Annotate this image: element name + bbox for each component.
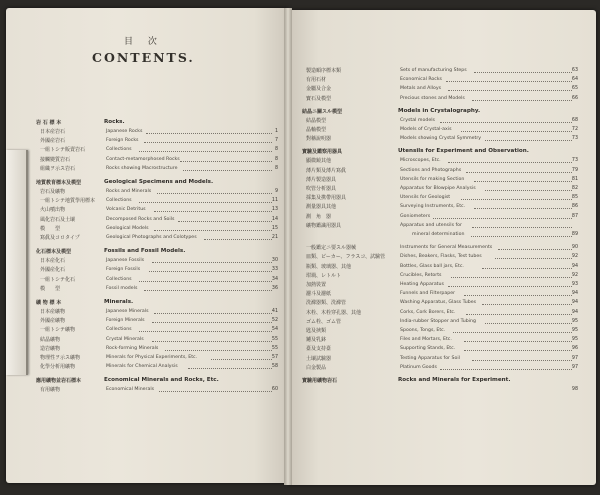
toc-entry-en: Models of Crystal-axis — [400, 127, 452, 132]
page-number: 94 — [571, 300, 578, 306]
leader-dots — [495, 258, 572, 259]
page-number: 72 — [571, 127, 578, 132]
toc-entry-en: Corks, Cork Borers, Etc. — [400, 309, 456, 315]
leader-dots — [451, 277, 572, 278]
leader-dots — [440, 122, 572, 123]
leader-dots — [498, 249, 572, 250]
toc-entry-en: Files and Mortars, Etc. — [400, 337, 452, 343]
section-title-en: Geological Specimens and Models. — [104, 179, 214, 185]
toc-entry-jp: 風化岩石及土壌 — [40, 216, 76, 223]
page-number: 73 — [571, 158, 578, 164]
toc-entry-en: Rock-forming Minerals — [106, 345, 159, 351]
section-title-jp: 實驗用礦物岩石 — [302, 378, 338, 384]
page-number: 94 — [571, 291, 578, 297]
left-toc-entries — [6, 8, 288, 483]
section-title-en: Models in Crystalography. — [398, 107, 481, 114]
toc-entry-jp: 模 型 — [40, 225, 61, 232]
page-number: 8 — [274, 165, 278, 171]
leader-dots — [154, 230, 272, 231]
leader-dots — [144, 290, 272, 291]
toc-entry-jp: 測 角 器 — [306, 213, 332, 220]
section-title-jp: 礦 物 標 本 — [36, 300, 62, 306]
leader-dots — [466, 172, 572, 173]
leader-dots — [482, 268, 572, 269]
contents-title-en: CONTENTS. — [92, 50, 195, 65]
toc-entry-jp: ゴム栓、ゴム管 — [306, 318, 342, 325]
toc-entry-en: India-rubber Stopper and Tubing — [400, 318, 476, 324]
leader-dots — [183, 170, 272, 171]
toc-entry-en: Foreign Rocks — [106, 138, 139, 144]
toc-entry-en: Fossil models — [106, 285, 138, 291]
toc-entry-en: Apparatus for Blowpipe Analysis — [400, 186, 476, 191]
toc-entry-en: Instruments for General Measurements — [400, 245, 493, 251]
toc-entry-jp: 採集及携帶用器具 — [306, 195, 347, 202]
page-number: 15 — [271, 225, 278, 231]
leader-dots — [472, 227, 572, 228]
page-number: 52 — [271, 318, 278, 324]
toc-entry-en: Crystal Minerals — [106, 336, 144, 342]
toc-entry-en: Precious stones and Models — [400, 95, 465, 101]
leader-dots — [472, 100, 572, 101]
toc-entry-jp: 製造順序標本類 — [306, 68, 342, 74]
page-number: 86 — [571, 204, 578, 210]
toc-entry-en: Japanese Minerals — [106, 309, 149, 314]
toc-entry-en: Spoons, Tongs, Etc. — [400, 328, 446, 333]
page-number: 60 — [271, 387, 278, 393]
page-number: 82 — [571, 186, 578, 191]
toc-entry-en: Utensils for making Section — [400, 176, 465, 182]
toc-entry-jp: 寶石及模型 — [306, 95, 332, 102]
page-number: 97 — [571, 364, 578, 370]
toc-entry-jp: 接觸變質岩石 — [40, 156, 71, 163]
page-number: 64 — [571, 77, 578, 83]
toc-entry-en: Supporting Stands, Etc. — [400, 346, 456, 352]
leader-dots — [448, 162, 572, 163]
toc-entry-jp: 結晶模型 — [306, 117, 327, 124]
page-number: 7 — [274, 138, 278, 144]
page-number: 73 — [571, 136, 578, 142]
toc-entry-jp: 木栓、木栓穿孔器、其他 — [306, 309, 362, 316]
page-number: 8 — [274, 147, 278, 153]
toc-entry-en: Foreign Minerals — [106, 318, 145, 324]
leader-dots — [485, 140, 572, 141]
toc-entry-jp: 薄片類及薄片寫眞 — [306, 167, 347, 174]
leader-dots — [446, 81, 572, 82]
toc-entry-en: Crystal models — [400, 117, 435, 123]
toc-entry-jp: 匙及挾類 — [306, 328, 327, 334]
toc-entry-en: Japanese Rocks — [106, 129, 143, 134]
toc-entry-jp: 寫眞及コロタイプ — [40, 235, 80, 241]
leader-dots — [159, 391, 272, 392]
section-title-jp: 地質教育標本及模型 — [36, 180, 82, 186]
toc-entry-jp: 薄片製造器具 — [306, 176, 337, 183]
page-number: 96 — [571, 346, 578, 352]
toc-entry-jp: 造岩礦物 — [40, 345, 61, 352]
toc-entry-en: Japanese Fossils — [106, 258, 145, 264]
toc-entry-en: Microscopes, Etc. — [400, 158, 441, 164]
page-number: 36 — [271, 285, 278, 291]
toc-entry-en: Rocks and Minerals — [106, 189, 152, 194]
leader-dots — [474, 72, 572, 73]
toc-entry-jp: 吹管分析器具 — [306, 186, 337, 192]
toc-entry-en: Crucibles, Retorts — [400, 272, 442, 278]
page-number: 57 — [271, 355, 278, 360]
page-number: 14 — [271, 216, 278, 222]
page-number: 94 — [571, 309, 578, 315]
page-number: 13 — [271, 207, 278, 213]
toc-entry-en: Foreign Fossils — [106, 267, 141, 273]
right-toc-entries — [288, 10, 596, 485]
page-number: 9 — [274, 189, 278, 194]
toc-entry-jp: 有用礦物 — [40, 387, 61, 394]
page-number: 92 — [571, 272, 578, 278]
toc-entry-jp: 顯微鏡其他 — [306, 158, 332, 165]
leader-dots — [466, 314, 572, 315]
toc-entry-jp: 濾斗及濾紙 — [306, 291, 332, 298]
toc-entry-en: Platinum Goods — [400, 364, 437, 370]
page-number: 95 — [571, 337, 578, 343]
toc-entry-en: Bottles, Glass ball jars, Etc. — [400, 263, 464, 269]
toc-entry-jp: 外國産岩石 — [40, 138, 66, 145]
toc-entry-jp: 化學分析用礦物 — [40, 364, 76, 371]
page-number: 87 — [571, 213, 578, 219]
page-number: 66 — [571, 95, 578, 101]
page-number: 11 — [271, 198, 278, 204]
toc-entry-en: Geological Models — [106, 225, 149, 231]
leader-dots — [448, 90, 572, 91]
toc-entry-en: Collections — [106, 327, 132, 333]
toc-entry-en: Sets of manufacturing Steps — [400, 68, 467, 73]
toc-entry-jp: 岩石及礦物 — [40, 189, 66, 195]
toc-entry-jp: 一組トシテ化石 — [40, 276, 76, 283]
toc-entry-jp: 加熱裝置 — [306, 282, 327, 288]
toc-entry-en: Geological Photographs and Colotypes — [106, 235, 197, 240]
leader-dots — [211, 359, 272, 360]
toc-entry-en: Contact-metamorphosed Rocks — [106, 156, 180, 162]
leader-dots — [139, 151, 272, 152]
toc-entry-en: Funnels and Filterpaper — [400, 291, 456, 297]
leader-dots — [178, 221, 272, 222]
toc-entry-jp: 一組トシテ販賣岩石 — [40, 147, 86, 154]
toc-entry-jp: 一組トシテ地質學用標本 — [40, 198, 96, 205]
page-number: 79 — [571, 167, 578, 173]
toc-entry-en: Washing Apparatus, Glass Tubes — [400, 300, 477, 306]
toc-entry-jp: 火山噴出物 — [40, 207, 66, 214]
toc-entry-jp: 結晶礦物 — [40, 336, 61, 343]
leader-dots — [180, 161, 272, 162]
toc-entry-en: Economical Minerals — [106, 387, 155, 393]
page-number: 89 — [571, 232, 578, 237]
toc-entry-jp: 組織ヲ示ス岩石 — [40, 165, 76, 172]
leader-dots — [139, 202, 272, 203]
toc-entry-jp: 白金製品 — [306, 364, 327, 371]
toc-entry-en: Rocks showing Macrostructure — [106, 165, 178, 171]
leader-dots — [139, 331, 272, 332]
leader-dots — [157, 193, 272, 194]
leader-dots — [453, 332, 572, 333]
contents-title-jp: 目 次 — [124, 37, 163, 47]
leader-dots — [152, 322, 272, 323]
toc-entry-en: Apparatus and utensils for — [400, 222, 462, 228]
leader-dots — [472, 360, 572, 361]
page-number: 41 — [271, 309, 278, 314]
leader-dots — [149, 271, 272, 272]
toc-entry-jp: 模 型 — [40, 285, 61, 292]
page-number: 63 — [571, 68, 578, 73]
toc-entry-jp: 瓶類、玻璃器、其他 — [306, 263, 352, 270]
toc-entry-en: Collections — [106, 147, 132, 153]
leader-dots — [154, 211, 272, 212]
page-marker-tab — [6, 150, 28, 375]
toc-entry-jp: 日本産化石 — [40, 258, 66, 265]
toc-entry-jp: 皿類、ビーカー、フラスコ、試驗管 — [306, 254, 386, 261]
leader-dots — [146, 133, 272, 134]
page-number: 65 — [571, 86, 578, 92]
toc-entry-jp: 測量器具其他 — [306, 204, 337, 211]
toc-entry-en: Decomposed Rocks and Soils — [106, 216, 175, 222]
section-title-jp: 應用礦物並岩石標本 — [36, 378, 82, 385]
toc-entry-en: Surveying Instruments, Etc. — [400, 204, 466, 210]
toc-entry-en: Testing Apparatus for Soil — [400, 355, 460, 361]
page-number: 55 — [271, 345, 278, 351]
toc-entry-jp: 礦物鑑識用器具 — [306, 222, 342, 229]
toc-entry-en: Volcanic Detritus — [106, 207, 146, 213]
page-number: 95 — [571, 328, 578, 333]
leader-dots — [471, 236, 572, 237]
toc-entry-en: Heating Apparatus — [400, 282, 444, 287]
leader-dots — [464, 295, 572, 296]
toc-entry-en: Models showing Crystal Symmetry — [400, 136, 482, 142]
page-number: 90 — [571, 245, 578, 251]
toc-entry-en: Sections and Photographs — [400, 167, 462, 173]
toc-entry-jp: 外國産化石 — [40, 267, 66, 274]
toc-entry-jp: 對稱說明器 — [306, 136, 332, 143]
page-number: 98 — [571, 387, 578, 392]
toc-entry-jp: 日本産礦物 — [40, 309, 66, 315]
section-title-en: Minerals. — [104, 299, 134, 305]
toc-entry-en: Minerals for Physical Experiments, Etc. — [106, 355, 198, 360]
toc-entry-en: Minerals for Chemical Analysis — [106, 364, 178, 370]
toc-entry-en: Economical Rocks — [400, 77, 443, 83]
leader-dots — [464, 341, 572, 342]
leader-dots — [152, 262, 272, 263]
section-title-en: Fossils and Fossil Models. — [104, 248, 186, 255]
page-number: 93 — [571, 282, 578, 287]
section-title-en: Rocks and Minerals for Experiment. — [398, 377, 511, 383]
toc-entry-en: Utensils for Geologist — [400, 195, 451, 201]
page-number: 68 — [571, 117, 578, 123]
toc-entry-jp: 日本産岩石 — [40, 129, 66, 135]
leader-dots — [154, 313, 272, 314]
toc-entry-jp: 臺及支持臺 — [306, 346, 332, 353]
section-title-en: Utensils for Experiment and Observation. — [398, 148, 529, 155]
leader-dots — [188, 368, 272, 369]
toc-entry-jp: 金屬及合金 — [306, 86, 332, 93]
page-number: 85 — [571, 195, 578, 201]
page-number: 55 — [271, 336, 278, 342]
toc-entry-jp: 坩堝、レトルト — [306, 272, 342, 279]
leader-dots — [139, 281, 272, 282]
right-page — [288, 10, 596, 485]
page-number: 54 — [271, 327, 278, 333]
leader-dots — [485, 190, 572, 191]
section-title-jp: 岩 石 標 本 — [36, 120, 62, 126]
leader-dots — [464, 350, 572, 351]
page-number: 33 — [271, 267, 278, 273]
page-number: 94 — [571, 263, 578, 269]
page-number: 58 — [271, 364, 278, 370]
leader-dots — [204, 239, 272, 240]
leader-dots — [448, 286, 572, 287]
page-number: 92 — [571, 254, 578, 260]
toc-entry-jp: 外國産礦物 — [40, 318, 66, 325]
toc-entry-jp: 洗滌器類、洗滌管 — [306, 300, 347, 307]
toc-entry-jp: 物理性ヲ示ス礦物 — [40, 355, 81, 361]
left-page — [6, 8, 288, 483]
page-number: 30 — [271, 258, 278, 264]
toc-entry-en: Metals and Alloys — [400, 86, 442, 92]
section-title-jp: 實驗及鑑察用器具 — [302, 149, 343, 156]
toc-entry-en: Goniometers — [400, 213, 431, 219]
page-number: 8 — [274, 156, 278, 162]
section-title-en: Economical Minerals and Rocks, Etc. — [104, 377, 219, 384]
leader-dots — [461, 199, 572, 200]
leader-dots — [461, 131, 572, 132]
page-number: 95 — [571, 318, 578, 324]
section-title-en: Rocks. — [104, 119, 125, 125]
book-gutter — [284, 8, 292, 485]
section-title-jp: 結晶ニ關スル模型 — [302, 108, 343, 115]
page-number: 97 — [571, 355, 578, 361]
toc-entry-jp: 有用石材 — [306, 77, 327, 84]
toc-entry-jp: 土壌試驗器 — [306, 355, 332, 362]
section-title-jp: 化石標本及模型 — [36, 249, 72, 256]
toc-entry-en: Collections — [106, 276, 132, 282]
leader-dots — [433, 218, 572, 219]
leader-dots — [440, 369, 572, 370]
leader-dots — [152, 341, 272, 342]
toc-entry-jp: 一般鑑定ニ要スル器械 — [306, 245, 357, 252]
toc-entry-en: Collections — [106, 198, 132, 204]
leader-dots — [474, 181, 572, 182]
leader-dots — [482, 304, 572, 305]
leader-dots — [165, 350, 272, 351]
toc-entry-en: Dishes, Beakers, Flasks, Test tubes — [400, 254, 482, 260]
toc-entry-jp: 鑢及乳鉢 — [306, 337, 327, 344]
toc-entry-en: mineral determination — [412, 232, 465, 237]
toc-entry-jp: 一組トシテ礦物 — [40, 327, 76, 334]
leader-dots — [485, 323, 572, 324]
page-number: 34 — [271, 276, 278, 282]
page-number: 81 — [571, 176, 578, 182]
page-number: 21 — [271, 235, 278, 240]
leader-dots — [144, 142, 272, 143]
page-number: 1 — [274, 129, 278, 134]
toc-entry-jp: 晶軸模型 — [306, 127, 327, 133]
leader-dots — [474, 208, 572, 209]
